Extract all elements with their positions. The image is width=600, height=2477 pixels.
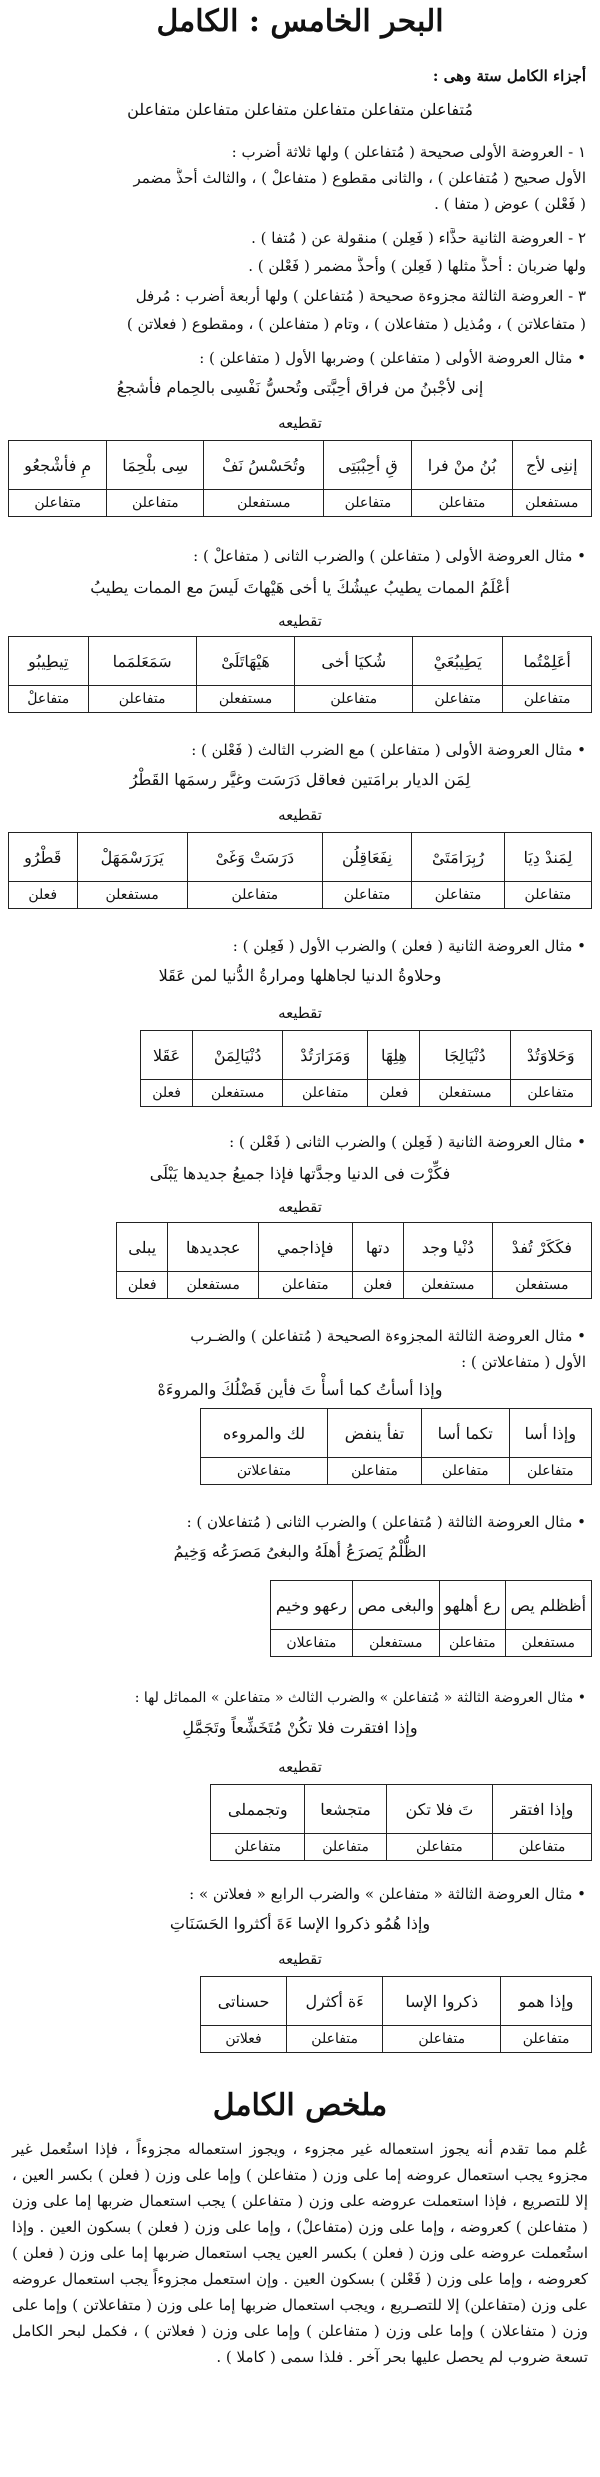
scansion-table <box>200 1976 592 2053</box>
foot-cell: متفاعلن <box>88 686 196 713</box>
example-heading-cont: الأول ( متفاعلاتن ) : <box>461 1353 586 1371</box>
foot-cell: فعلن <box>9 882 78 909</box>
example-verse: فكِّرْت فى الدنيا وجدَّتها فإذا جميعُ جديدها يَبْلَى <box>149 1164 451 1183</box>
foot-cell: متفاعلاتن <box>201 1458 328 1485</box>
scansion-table <box>8 636 592 713</box>
scansion-cell: دتها <box>352 1223 403 1272</box>
example-verse: وإذا هُمُو ذكروا الإسا ءَةَ أكثروا الحَسَنَاتِ <box>169 1914 431 1933</box>
foot-cell: متفاعلن <box>324 490 412 517</box>
scansion-cell: أظظلم يص <box>505 1581 591 1630</box>
scansion-cell: وتُحَسْسُ نَفْ <box>204 441 324 490</box>
foot-cell: متفاعلن <box>107 490 204 517</box>
scansion-cell: وإذا أسا <box>509 1409 591 1458</box>
scansion-cell: قِ أحِبْبَتِى <box>324 441 412 490</box>
parts-label: أجزاء الكامل ستة وهى : <box>432 67 586 85</box>
scansion-cell: فكَكَرْ تُفدْ <box>492 1223 591 1272</box>
scansion-cell: لك والمروءه <box>201 1409 328 1458</box>
scansion-table <box>8 440 592 517</box>
example-heading: • مثال العروضة الثالثة « متفاعلن » والضرب الرابع « فعلاتن » : <box>14 1884 586 1904</box>
example-verse: إنى لأجْبنُ من فراق أحِبَّتى وتُحسُّ نَفْسِى بالحِمام فأشجعُ <box>116 378 484 397</box>
scansion-cell: سَمَعَلمَما <box>88 637 196 686</box>
foot-cell: متفاعلن <box>287 2026 383 2053</box>
foot-cell: مستفعلن <box>420 1080 510 1107</box>
scansion-cell: وَحَلاوَتُدْ <box>510 1031 591 1080</box>
foot-cell: متفاعلن <box>504 882 591 909</box>
example-verse: وإذا أسأتُ كما أسأْ تَ فأين فَضْلُكَ والمروءَهْ <box>157 1380 443 1399</box>
summary-title: ملخص الكامل <box>212 2088 388 2123</box>
foot-cell: مستفعلن <box>204 490 324 517</box>
scansion-cell: ءَة أكثرل <box>287 1977 383 2026</box>
foot-cell: متفاعلن <box>510 1080 591 1107</box>
example-verse: وإذا افتقرت فلا تكُنْ مُتَخَشِّعاً وتَجَمَّلِ <box>182 1718 418 1737</box>
scansion-cell: ذكروا الإسا <box>383 1977 501 2026</box>
example-heading: • مثال العروضة الثالثة المجزوءة الصحيحة ( مُتفاعلن ) والضـرب <box>14 1326 586 1346</box>
foot-cell: متفاعلن <box>305 1834 386 1861</box>
intro-line: ولها ضربان : أحذُّ مثلها ( فَعِلن ) وأحذُّ مضمر ( فَعْلن ) . <box>248 257 586 275</box>
foot-cell: مستفعلن <box>505 1630 591 1657</box>
foot-cell: متفاعلن <box>258 1272 352 1299</box>
foot-cell: متفاعلن <box>211 1834 305 1861</box>
foot-cell: متفاعلن <box>413 686 503 713</box>
example-verse: أعْلَمُ الممات يطيبُ عيشُكَ يا أخى هَيْهاتَ لَيسَ مع الممات يطيبُ <box>90 578 510 597</box>
scansion-label: تقطيعه <box>278 414 322 432</box>
foot-cell: متفاعلن <box>503 686 592 713</box>
scansion-cell: تِيطِيبُو <box>9 637 89 686</box>
foot-cell: متفاعلن <box>412 490 512 517</box>
foot-cell: متفاعلن <box>421 1458 509 1485</box>
foot-cell: مستفعلن <box>193 1080 283 1107</box>
scansion-label: تقطيعه <box>278 1004 322 1022</box>
scansion-table <box>200 1408 592 1485</box>
example-heading: • مثال العروضة الأولى ( متفاعلن ) وضربها الأول ( متفاعلن ) : <box>14 348 586 368</box>
scansion-cell: دُنْيَالِجَا <box>420 1031 510 1080</box>
scansion-cell: دُنْيا وجد <box>403 1223 492 1272</box>
scansion-table <box>8 832 592 909</box>
scansion-cell: دُنْيَالِمَنْ <box>193 1031 283 1080</box>
foot-cell: متفاعلن <box>386 1834 493 1861</box>
foot-cell: فعلن <box>141 1080 193 1107</box>
example-verse: وحلاوةُ الدنيا لجاهلها ومرارةُ الدُّنيا لمن عَقَلا <box>158 966 442 985</box>
example-verse: لِمَن الديار برامَتين فعاقل دَرَسَت وغيَّر رسمَها القَطْرُ <box>129 770 471 789</box>
intro-line: ( فَعْلن ) عوض ( متفا ) . <box>434 195 586 213</box>
foot-cell: متفاعلن <box>9 490 107 517</box>
foot-cell: فعلن <box>117 1272 168 1299</box>
scansion-table <box>116 1222 592 1299</box>
foot-cell: متفاعلْ <box>9 686 89 713</box>
scansion-label: تقطيعه <box>278 1950 322 1968</box>
scansion-cell: حسناتى <box>201 1977 287 2026</box>
scansion-cell: تكما أسا <box>421 1409 509 1458</box>
foot-cell: مستفعلن <box>196 686 295 713</box>
foot-cell: متفاعلن <box>283 1080 368 1107</box>
scansion-cell: هِلِهَا <box>368 1031 420 1080</box>
scansion-cell: مِ فأشْجعُو <box>9 441 107 490</box>
scansion-cell: سِى بلْحِمَا <box>107 441 204 490</box>
scansion-cell: وإذا افتقر <box>493 1785 592 1834</box>
scansion-cell: رعهو وخيم <box>271 1581 353 1630</box>
foot-cell: فعلاتن <box>201 2026 287 2053</box>
scansion-cell: تَ فلا تكن <box>386 1785 493 1834</box>
scansion-label: تقطيعه <box>278 806 322 824</box>
foot-cell: متفاعلن <box>501 2026 592 2053</box>
intro-line: الأول صحيح ( مُتفاعلن ) ، والثانى مقطوع ( متفاعلْ ) ، والثالث أحذُّ مضمر <box>133 169 586 187</box>
foot-cell: متفاعلن <box>295 686 413 713</box>
intro-line: ٢ - العروضة الثانية حذَّاء ( فَعِلن ) منقولة عن ( مُتفا ) . <box>251 229 586 247</box>
foot-cell: مستفعلن <box>168 1272 258 1299</box>
foot-cell: متفاعلن <box>383 2026 501 2053</box>
scansion-cell: بُنُ منْ فرا <box>412 441 512 490</box>
foot-cell: فعلن <box>352 1272 403 1299</box>
scansion-cell: عجديدها <box>168 1223 258 1272</box>
example-heading: • مثال العروضة الثانية ( فَعِلن ) والضرب الثانى ( فَعْلن ) : <box>14 1132 586 1152</box>
scansion-cell: وإذا همو <box>501 1977 592 2026</box>
foot-cell: متفاعلن <box>439 1630 505 1657</box>
scansion-cell: دَرَسَتْ وَغَىْ <box>187 833 322 882</box>
scansion-label: تقطيعه <box>278 1198 322 1216</box>
scansion-cell: يَرَرَسْمَهَلْ <box>77 833 187 882</box>
intro-line: ١ - العروضة الأولى صحيحة ( مُتفاعلن ) ولها ثلاثة أضرب : <box>231 143 586 161</box>
summary-text: عُلم مما تقدم أنه يجوز استعماله غير مجزوء ، ويجوز استعماله مجزوءاً ، فإذا استُعمل غير مجزوء يجب استعمال عروضه إما على وزن ( متفاعلن ) وإما على وزن ( فعلن ) بكسر العين ، إلا للتصريع ، فإذا استعملت عروضه على وزن ( متفاعلن ) يجب استعمال ضربها إما على وزن ( متفاعلن ) كعروضه ، وإما على وزن (متفاعلْ) ، وإما على وزن ( فعلن ) بسكون العين . وإذا استُعملت عروضه على وزن ( فعلن ) بكسر العين يجب استعمال ضربها إما على وزن ( فعلن ) كعروضه ، وإما على وزن ( فَعْلن ) بسكون العين . وإن استعمل مجزوءاً يجب استعمال عروضه على وزن (متفاعلن) إلا للتصـريع ، ويجب استعمال ضربها إما على وزن ( متفاعلاتن ) وإما على وزن ( متفاعلان ) وإما على وزن ( متفاعلن ) وإما على وزن ( فعلاتن ) ، فكمل لبحر الكامل تسعة ضروب لم يحصل عليها بحر آخر . فلذا سمى ( كاملا ) . <box>12 2140 588 2366</box>
foot-cell: متفاعلان <box>271 1630 353 1657</box>
scansion-cell: وتجمملى <box>211 1785 305 1834</box>
scansion-table <box>210 1784 592 1861</box>
scansion-label: تقطيعه <box>278 1758 322 1776</box>
scansion-table <box>140 1030 592 1107</box>
scansion-cell: متجشعا <box>305 1785 386 1834</box>
scansion-cell: رع أهلهو <box>439 1581 505 1630</box>
parts-line: مُتفاعلن متفاعلن متفاعلن متفاعلن متفاعلن متفاعلن <box>127 100 473 119</box>
foot-cell: متفاعلن <box>412 882 505 909</box>
example-verse: الظُّلْمُ يَصرَعُ أهلَهُ والبغىُ مَصرَعُه وَخِيمُ <box>173 1542 427 1561</box>
scansion-cell: عَقَلا <box>141 1031 193 1080</box>
foot-cell: متفاعلن <box>328 1458 422 1485</box>
example-heading: • مثال العروضة الثالثة « مُتفاعلن » والضرب الثالث « متفاعلن » المماثل لها : <box>14 1688 586 1708</box>
scansion-cell: نِفَعَاقِلُن <box>322 833 411 882</box>
scansion-table <box>270 1580 592 1657</box>
page-title: البحر الخامس : الكامل <box>156 4 444 39</box>
example-heading: • مثال العروضة الثالثة ( مُتفاعلن ) والضرب الثانى ( مُتفاعلان ) : <box>14 1512 586 1532</box>
scansion-cell: رُبِرَامَتَىْ <box>412 833 505 882</box>
example-heading: • مثال العروضة الأولى ( متفاعلن ) مع الضرب الثالث ( فَعْلن ) : <box>14 740 586 760</box>
scansion-cell: شُكيَا أخى <box>295 637 413 686</box>
example-heading: • مثال العروضة الثانية ( فعلن ) والضرب الأول ( فَعِلن ) : <box>14 936 586 956</box>
intro-line: ٣ - العروضة الثالثة مجزوءة صحيحة ( مُتفاعلن ) ولها أربعة أضرب : مُرفل <box>135 287 586 305</box>
foot-cell: فعلن <box>368 1080 420 1107</box>
scansion-cell: قَطْرُو <box>9 833 78 882</box>
scansion-label: تقطيعه <box>278 612 322 630</box>
scansion-cell: أعَلِمْتُما <box>503 637 592 686</box>
scansion-cell: يَطِيبُعَيْ <box>413 637 503 686</box>
foot-cell: متفاعلن <box>509 1458 591 1485</box>
foot-cell: متفاعلن <box>322 882 411 909</box>
scansion-cell: تفأ ينفض <box>328 1409 422 1458</box>
intro-line: ( متفاعلاتن ) ، ومُذيل ( متفاعلان ) ، وتام ( متفاعلن ) ، ومقطوع ( فعلاتن ) <box>126 315 586 333</box>
example-heading: • مثال العروضة الأولى ( متفاعلن ) والضرب الثانى ( متفاعلْ ) : <box>14 546 586 566</box>
foot-cell: مستفعلن <box>512 490 591 517</box>
scansion-cell: لِمَندْ دِيَا <box>504 833 591 882</box>
foot-cell: مستفعلن <box>352 1630 439 1657</box>
scansion-cell: والبغى مص <box>352 1581 439 1630</box>
scansion-cell: إننِى لأج <box>512 441 591 490</box>
foot-cell: متفاعلن <box>493 1834 592 1861</box>
foot-cell: مستفعلن <box>77 882 187 909</box>
scansion-cell: فإذاجمي <box>258 1223 352 1272</box>
foot-cell: متفاعلن <box>187 882 322 909</box>
scansion-cell: هَيْهَاتَلَىْ <box>196 637 295 686</box>
foot-cell: مستفعلن <box>492 1272 591 1299</box>
scansion-cell: يبلى <box>117 1223 168 1272</box>
scansion-cell: وَمَرَارَتُدْ <box>283 1031 368 1080</box>
foot-cell: مستفعلن <box>403 1272 492 1299</box>
